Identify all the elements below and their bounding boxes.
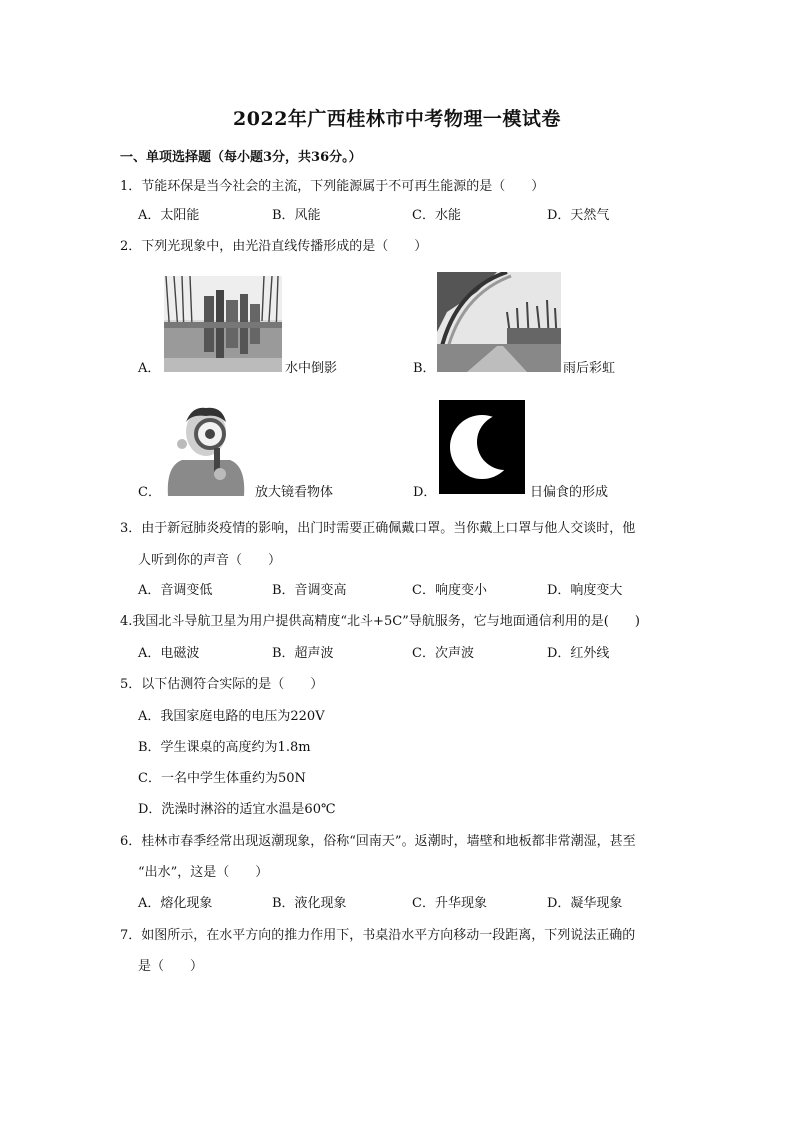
question-3-stem-line1: 3．由于新冠肺炎疫情的影响，出门时需要正确佩戴口罩。当你戴上口罩与他人交谈时，他 — [120, 521, 636, 536]
page-title: 2022年广西桂林市中考物理一模试卷 — [233, 108, 561, 130]
q1-option-b: B．风能 — [272, 208, 321, 223]
q1-option-d: D．天然气 — [547, 208, 610, 223]
q5-option-b: B．学生课桌的高度约为1.8m — [138, 740, 311, 755]
q4-option-c: C．次声波 — [412, 646, 474, 661]
q1-option-a: A．太阳能 — [138, 208, 200, 223]
q3-option-c: C．响度变小 — [412, 583, 487, 598]
reflection-photo-icon — [164, 276, 282, 372]
question-6-stem-line2: “出水”，这是（ ） — [138, 865, 269, 880]
q2-figure-c-letter: C． — [138, 485, 161, 500]
q5-option-c: C．一名中学生体重约为50N — [138, 771, 306, 786]
question-7-stem-line1: 7．如图所示，在水平方向的推力作用下，书桌沿水平方向移动一段距离，下列说法正确的 — [120, 928, 636, 943]
q4-option-b: B．超声波 — [272, 646, 334, 661]
q2-figure-a-letter: A． — [138, 361, 161, 376]
rainbow-photo-icon — [437, 272, 561, 372]
question-1-stem: 1．节能环保是当今社会的主流，下列能源属于不可再生能源的是（ ） — [120, 179, 545, 194]
q3-option-d: D．响度变大 — [547, 583, 623, 598]
question-4-stem: 4.我国北斗导航卫星为用户提供高精度“北斗+5C”导航服务，它与地面通信利用的是( ) — [120, 614, 640, 629]
q4-option-a: A．电磁波 — [138, 646, 200, 661]
question-2-stem: 2．下列光现象中，由光沿直线传播形成的是（ ） — [120, 239, 428, 254]
q1-option-c: C．水能 — [412, 208, 461, 223]
q6-option-a: A．熔化现象 — [138, 896, 213, 911]
section-heading: 一、单项选择题（每小题3分，共36分。） — [120, 150, 362, 165]
magnifier-photo-icon — [162, 404, 250, 496]
q6-option-b: B．液化现象 — [272, 896, 347, 911]
q3-option-a: A．音调变低 — [138, 583, 213, 598]
q2-figure-b-caption: 雨后彩虹 — [563, 361, 616, 376]
eclipse-image-icon — [439, 400, 525, 494]
q4-option-d: D．红外线 — [547, 646, 610, 661]
q5-option-d: D．洗澡时淋浴的适宜水温是60℃ — [138, 802, 336, 817]
q2-figure-b-letter: B． — [413, 361, 436, 376]
q6-option-d: D．凝华现象 — [547, 896, 623, 911]
q3-option-b: B．音调变高 — [272, 583, 347, 598]
q2-figure-d-caption: 日偏食的形成 — [530, 485, 609, 500]
q6-option-c: C．升华现象 — [412, 896, 487, 911]
question-7-stem-line2: 是（ ） — [138, 959, 204, 974]
question-3-stem-line2: 人听到你的声音（ ） — [138, 553, 282, 568]
question-5-stem: 5．以下估测符合实际的是（ ） — [120, 677, 324, 692]
q2-figure-d-letter: D． — [413, 485, 437, 500]
question-6-stem-line1: 6．桂林市春季经常出现返潮现象，俗称“回南天”。返潮时，墙壁和地板都非常潮湿，甚至 — [120, 834, 636, 849]
q5-option-a: A．我国家庭电路的电压为220V — [138, 709, 325, 724]
q2-figure-c-caption: 放大镜看物体 — [255, 485, 334, 500]
q2-figure-a-caption: 水中倒影 — [285, 361, 338, 376]
